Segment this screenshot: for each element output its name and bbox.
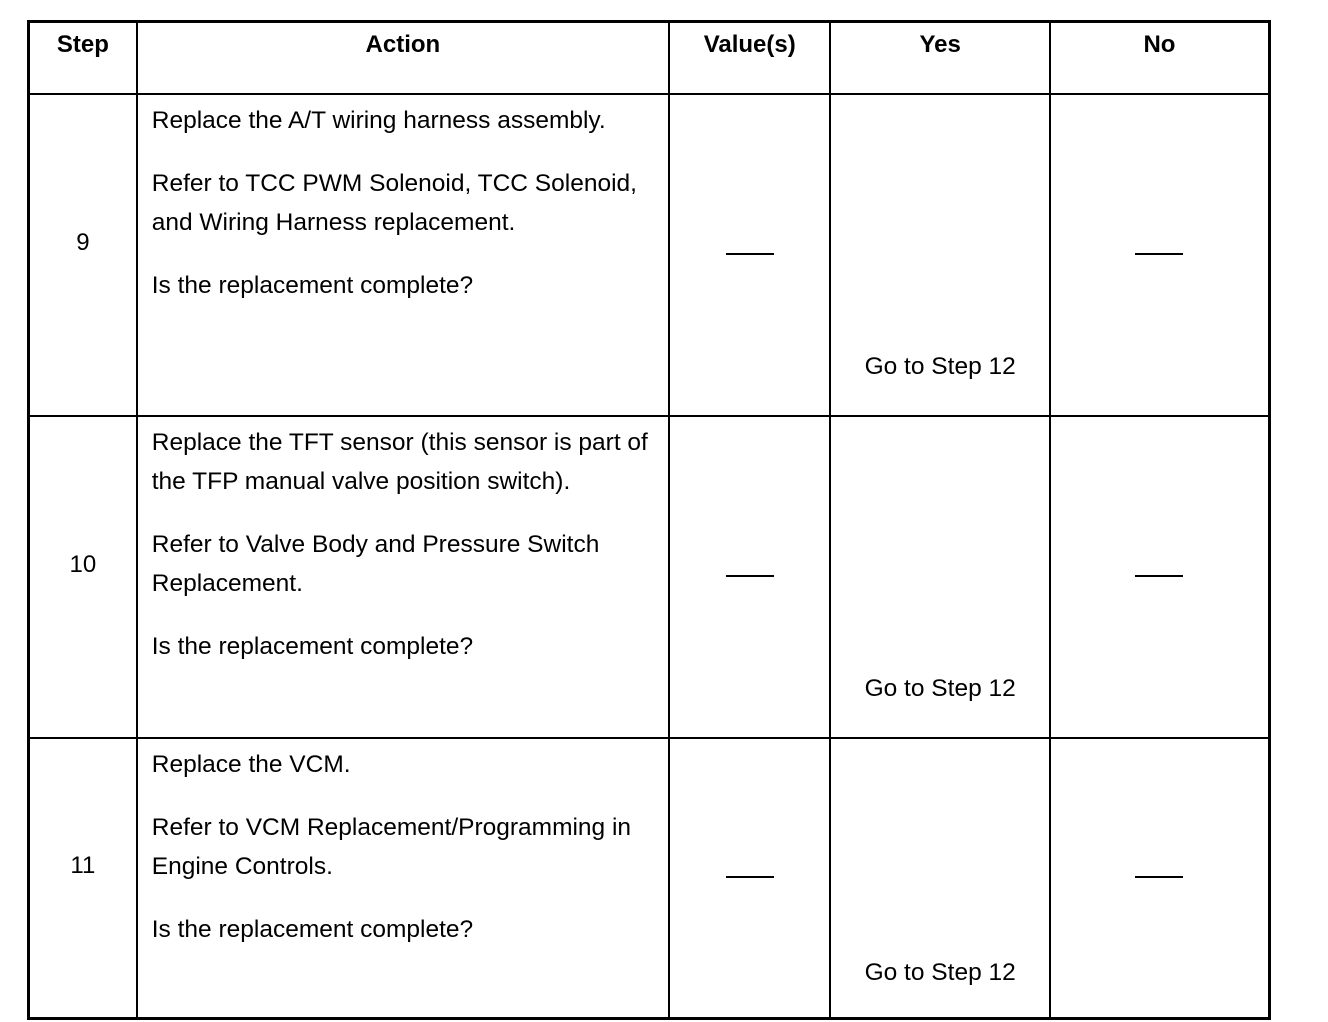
- step-number: 11: [70, 851, 96, 879]
- yes-cell: [830, 94, 1050, 416]
- action-question: Is the replacement complete?: [151, 915, 474, 943]
- no-cell: [1050, 738, 1270, 1019]
- value-dash: [726, 253, 774, 255]
- step-cell: [29, 94, 137, 416]
- step-cell: [29, 416, 137, 738]
- action-instruction: Replace the VCM.: [151, 750, 351, 778]
- no-cell: [1050, 94, 1270, 416]
- header-yes: Yes: [830, 22, 1050, 94]
- no-dash: [1135, 253, 1183, 255]
- values-cell: [669, 738, 830, 1019]
- header-step: Step: [29, 22, 137, 94]
- diagnostic-table: [27, 20, 1271, 1020]
- table-row: [29, 416, 1270, 738]
- action-instruction: Replace the A/T wiring harness assembly.: [151, 106, 606, 134]
- yes-goto-step: Go to Step 12: [864, 352, 1016, 380]
- action-question: Is the replacement complete?: [151, 632, 474, 660]
- action-cell: [137, 738, 669, 1019]
- yes-goto-step: Go to Step 12: [864, 674, 1016, 702]
- header-action: Action: [137, 22, 669, 94]
- step-number: 9: [76, 228, 90, 256]
- value-dash: [726, 575, 774, 577]
- yes-cell: [830, 416, 1050, 738]
- header-no: No: [1050, 22, 1270, 94]
- action-reference: Refer to VCM Replacement/Programming in Engine Controls.: [151, 813, 632, 880]
- value-dash: [726, 876, 774, 878]
- table-row: [29, 738, 1270, 1019]
- action-cell: [137, 94, 669, 416]
- table-row: [29, 94, 1270, 416]
- step-cell: [29, 738, 137, 1019]
- no-cell: [1050, 416, 1270, 738]
- no-dash: [1135, 575, 1183, 577]
- yes-cell: [830, 738, 1050, 1019]
- action-question: Is the replacement complete?: [151, 271, 474, 299]
- values-cell: [669, 94, 830, 416]
- action-instruction: Replace the TFT sensor (this sensor is part of the TFP manual valve position switch).: [151, 428, 648, 495]
- no-dash: [1135, 876, 1183, 878]
- step-number: 10: [69, 550, 97, 578]
- header-values: Value(s): [669, 22, 830, 94]
- yes-goto-step: Go to Step 12: [864, 958, 1016, 986]
- header-row: [29, 22, 1270, 94]
- values-cell: [669, 416, 830, 738]
- action-reference: Refer to TCC PWM Solenoid, TCC Solenoid, and Wiring Harness replacement.: [151, 169, 637, 236]
- action-reference: Refer to Valve Body and Pressure Switch Replacement.: [151, 530, 600, 597]
- action-cell: [137, 416, 669, 738]
